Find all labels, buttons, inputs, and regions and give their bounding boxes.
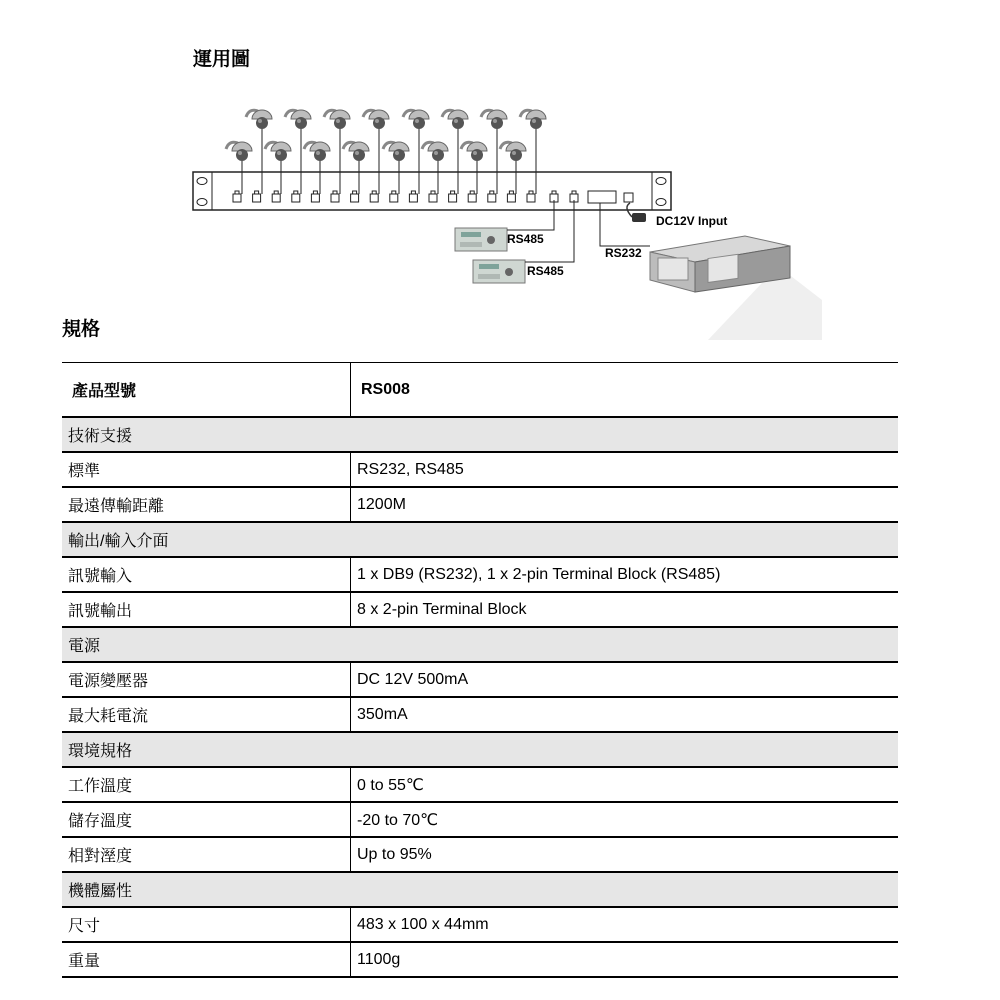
- table-row: [62, 697, 898, 732]
- rs232-label: RS232: [605, 246, 642, 260]
- table-row: [62, 662, 898, 697]
- header-key: 產品型號: [62, 363, 351, 418]
- table-section-row: [62, 417, 898, 452]
- table-section-row: [62, 522, 898, 557]
- spec-key: 電源變壓器: [62, 662, 351, 697]
- spec-value: -20 to 70℃: [357, 811, 439, 829]
- table-row: [62, 487, 898, 522]
- table-row: [62, 592, 898, 627]
- table-row: [62, 557, 898, 592]
- table-section-row: [62, 732, 898, 767]
- spec-value: DC 12V 500mA: [357, 670, 469, 688]
- section-label: 電源: [62, 627, 898, 662]
- rs485-label-1: RS485: [507, 232, 544, 246]
- spec-key: 最大耗電流: [62, 697, 351, 732]
- spec-key: 相對溼度: [62, 837, 351, 872]
- header-value: RS008: [361, 380, 410, 398]
- section-label: 輸出/輸入介面: [62, 522, 898, 557]
- table-row: [62, 767, 898, 802]
- spec-key: 儲存溫度: [62, 802, 351, 837]
- table-row: [62, 452, 898, 487]
- table-row: [62, 942, 898, 977]
- spec-key: 訊號輸出: [62, 592, 351, 627]
- specification-table: [62, 362, 898, 978]
- keyboard-controller-1: [455, 228, 507, 251]
- spec-value: 350mA: [357, 705, 408, 723]
- spec-key: 重量: [62, 942, 351, 977]
- spec-value: 0 to 55℃: [357, 776, 424, 794]
- table-section-row: [62, 627, 898, 662]
- spec-key: 尺寸: [62, 907, 351, 942]
- application-diagram: [0, 0, 1000, 345]
- spec-value: 1100g: [357, 950, 401, 968]
- specification-title: 規格: [62, 318, 101, 340]
- table-section-row: [62, 872, 898, 907]
- keyboard-controller-2: [473, 260, 525, 283]
- spec-key: 標準: [62, 452, 351, 487]
- spec-value: 1 x DB9 (RS232), 1 x 2-pin Terminal Block (RS485): [357, 565, 721, 583]
- spec-value: 483 x 100 x 44mm: [357, 915, 489, 933]
- application-diagram-title: 運用圖: [193, 48, 251, 70]
- section-label: 環境規格: [62, 732, 898, 767]
- table-row: [62, 802, 898, 837]
- table-header-row: [62, 363, 898, 418]
- dc-input-label: DC12V Input: [656, 214, 728, 228]
- spec-value: 8 x 2-pin Terminal Block: [357, 600, 527, 618]
- spec-value: Up to 95%: [357, 845, 432, 863]
- section-label: 技術支援: [62, 417, 898, 452]
- spec-key: 工作溫度: [62, 767, 351, 802]
- spec-key: 最遠傳輸距離: [62, 487, 351, 522]
- table-row: [62, 907, 898, 942]
- spec-key: 訊號輸入: [62, 557, 351, 592]
- table-row: [62, 837, 898, 872]
- spec-value: 1200M: [357, 495, 406, 513]
- section-label: 機體屬性: [62, 872, 898, 907]
- rs485-label-2: RS485: [527, 264, 564, 278]
- spec-value: RS232, RS485: [357, 460, 464, 478]
